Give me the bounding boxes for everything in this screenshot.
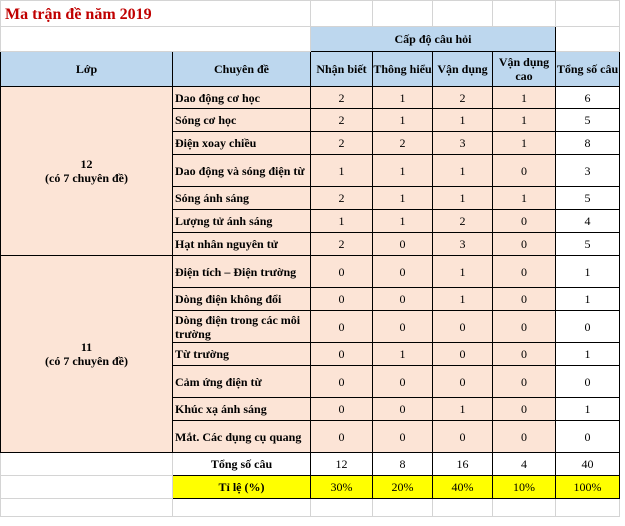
level-count-cell: 1 (493, 87, 556, 109)
table-row (1, 87, 620, 109)
level-count-cell: 0 (373, 256, 433, 288)
level-count-cell: 0 (493, 233, 556, 256)
level-count-cell: 0 (373, 398, 433, 421)
level-count-cell: 0 (493, 256, 556, 288)
empty-cell (1, 476, 173, 499)
level-count-cell: 0 (311, 343, 373, 366)
grade-note: (có 7 chuyên đề) (45, 171, 128, 185)
topic-cell: Lượng tử ánh sáng (173, 210, 311, 233)
row-total-cell: 0 (556, 421, 620, 453)
level-count-cell: 1 (433, 288, 493, 311)
row-total-cell: 1 (556, 256, 620, 288)
level-header-application: Vận dụng (433, 52, 493, 87)
topic-cell: Dao động cơ học (173, 87, 311, 109)
level-count-cell: 0 (433, 343, 493, 366)
level-count-cell: 2 (373, 132, 433, 155)
level-count-cell: 1 (493, 187, 556, 210)
topic-cell: Sóng cơ học (173, 109, 311, 132)
level-count-cell: 1 (373, 187, 433, 210)
level-count-cell: 0 (311, 366, 373, 398)
topic-cell: Điện xoay chiều (173, 132, 311, 155)
topic-column-header: Chuyên đề (173, 52, 311, 87)
topic-cell: Dòng điện không đổi (173, 288, 311, 311)
level-ratio-cell: 30% (311, 476, 373, 499)
level-count-cell: 0 (493, 398, 556, 421)
topic-cell: Sóng ánh sáng (173, 187, 311, 210)
level-count-cell: 2 (311, 233, 373, 256)
level-count-cell: 0 (373, 233, 433, 256)
level-count-cell: 1 (433, 398, 493, 421)
level-count-cell: 0 (493, 210, 556, 233)
ratio-label: Tỉ lệ (%) (173, 476, 311, 499)
level-count-cell: 0 (493, 421, 556, 453)
level-count-cell: 1 (373, 109, 433, 132)
grade-column-header: Lớp (1, 52, 173, 87)
level-group-header: Cấp độ câu hỏi (311, 27, 556, 52)
level-count-cell: 0 (311, 398, 373, 421)
level-count-cell: 1 (373, 87, 433, 109)
totals-label: Tổng số câu (173, 453, 311, 476)
level-count-cell: 0 (373, 311, 433, 343)
level-count-cell: 1 (433, 155, 493, 187)
level-count-cell: 2 (433, 87, 493, 109)
level-ratio-cell: 40% (433, 476, 493, 499)
level-count-cell: 0 (493, 288, 556, 311)
row-total-cell: 0 (556, 366, 620, 398)
row-total-cell: 3 (556, 155, 620, 187)
level-count-cell: 0 (493, 311, 556, 343)
topic-cell: Hạt nhân nguyên tử (173, 233, 311, 256)
level-count-cell: 0 (311, 311, 373, 343)
level-count-cell: 0 (493, 343, 556, 366)
level-header-high-application: Vận dụng cao (493, 52, 556, 87)
topic-cell: Điện tích – Điện trường (173, 256, 311, 288)
level-count-cell: 2 (433, 210, 493, 233)
grand-total-cell: 40 (556, 453, 620, 476)
level-count-cell: 0 (433, 311, 493, 343)
level-count-cell: 0 (493, 155, 556, 187)
level-header-recognition: Nhận biết (311, 52, 373, 87)
topic-cell: Dao động và sóng điện từ (173, 155, 311, 187)
level-count-cell: 0 (373, 366, 433, 398)
level-count-cell: 1 (433, 109, 493, 132)
level-count-cell: 3 (433, 233, 493, 256)
table-row (1, 256, 620, 288)
grade-cell (1, 256, 173, 453)
row-total-cell: 0 (556, 311, 620, 343)
level-count-cell: 2 (311, 109, 373, 132)
level-count-cell: 0 (311, 256, 373, 288)
level-count-cell: 1 (311, 155, 373, 187)
grade-label: 11 (80, 340, 93, 354)
level-count-cell: 2 (311, 187, 373, 210)
row-total-cell: 1 (556, 398, 620, 421)
row-total-cell: 6 (556, 87, 620, 109)
level-count-cell: 1 (433, 256, 493, 288)
page-title: Ma trận đề năm 2019 (5, 6, 152, 23)
total-column-header: Tổng số câu (556, 52, 620, 87)
topic-cell: Mắt. Các dụng cụ quang (173, 421, 311, 453)
level-count-cell: 0 (311, 421, 373, 453)
row-total-cell: 5 (556, 109, 620, 132)
level-count-cell: 0 (311, 288, 373, 311)
level-count-cell: 1 (493, 132, 556, 155)
level-count-cell: 1 (311, 210, 373, 233)
grade-label: 12 (80, 157, 93, 171)
level-count-cell: 1 (373, 343, 433, 366)
row-total-cell: 5 (556, 187, 620, 210)
level-total-cell: 4 (493, 453, 556, 476)
level-count-cell: 0 (373, 288, 433, 311)
empty-cell (1, 453, 173, 476)
grade-note: (có 7 chuyên đề) (45, 354, 128, 368)
row-total-cell: 5 (556, 233, 620, 256)
level-count-cell: 1 (433, 187, 493, 210)
total-ratio-cell: 100% (556, 476, 620, 499)
row-total-cell: 1 (556, 288, 620, 311)
level-count-cell: 2 (311, 132, 373, 155)
level-ratio-cell: 20% (373, 476, 433, 499)
level-total-cell: 8 (373, 453, 433, 476)
level-count-cell: 0 (373, 421, 433, 453)
level-count-cell: 1 (373, 155, 433, 187)
level-count-cell: 0 (433, 421, 493, 453)
level-count-cell: 0 (493, 366, 556, 398)
topic-cell: Khúc xạ ánh sáng (173, 398, 311, 421)
topic-cell: Từ trường (173, 343, 311, 366)
grade-cell (1, 87, 173, 256)
topic-cell: Cảm ứng điện từ (173, 366, 311, 398)
row-total-cell: 4 (556, 210, 620, 233)
level-count-cell: 0 (433, 366, 493, 398)
level-count-cell: 3 (433, 132, 493, 155)
level-header-understanding: Thông hiểu (373, 52, 433, 87)
level-total-cell: 16 (433, 453, 493, 476)
totals-row (1, 453, 620, 476)
row-total-cell: 1 (556, 343, 620, 366)
row-total-cell: 8 (556, 132, 620, 155)
level-count-cell: 1 (493, 109, 556, 132)
level-total-cell: 12 (311, 453, 373, 476)
level-count-cell: 2 (311, 87, 373, 109)
topic-cell: Dòng điện trong các môi trường (173, 311, 311, 343)
ratio-row (1, 476, 620, 499)
level-ratio-cell: 10% (493, 476, 556, 499)
level-count-cell: 1 (373, 210, 433, 233)
